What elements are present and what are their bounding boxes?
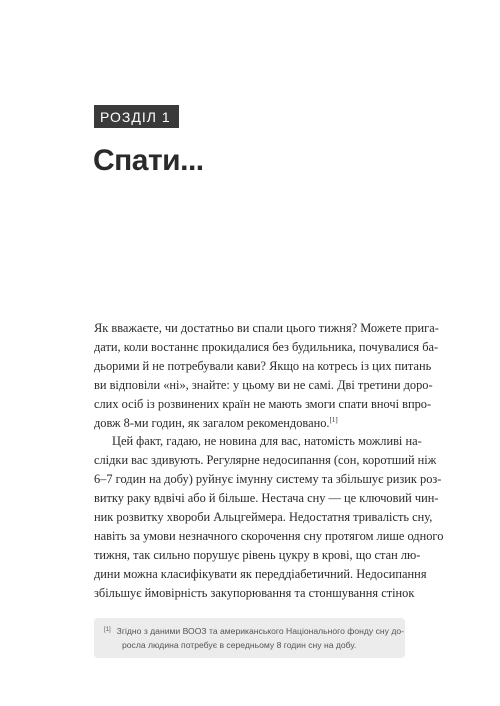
text-line-content: довж 8-ми годин, як загалом рекомендовано. [94, 415, 330, 430]
text-line: ник розвитку хвороби Альцгеймера. Недостатня тривалість сну, [94, 510, 433, 525]
footnote-marker: [1] [104, 627, 111, 633]
text-line: Як вважаєте, чи достатньо ви спали цього тижня? Можете пригa- [94, 321, 439, 335]
text-line: витку раку вдвічі або й більше. Нестача сну — це ключовий чин- [94, 491, 439, 506]
paragraph-1 [94, 319, 439, 432]
text-line: слих осіб із розвинених країн не мають змоги спати вночі впро- [94, 396, 432, 411]
text-line: тижня, так сильно порушує рівень цукру в крові, що стан лю- [94, 547, 421, 562]
paragraph-2 [94, 432, 444, 602]
text-line: дини можна класифікувати як переддіабетичний. Недосипання [94, 566, 427, 581]
chapter-title: Спати... [93, 144, 204, 177]
chapter-label: РОЗДІЛ 1 [94, 105, 179, 128]
text-line: дьорими й не потребували кави? Якщо на котресь із цих питань [94, 358, 432, 373]
text-line: дати, коли востаннє прокидалися без будильника, почувалися ба- [94, 339, 439, 354]
text-line: слідки вас здивують. Регулярне недосипання (сон, коротший ніж [94, 453, 437, 468]
text-line: навіть за умови незначного скорочення сну протягом лише одного [94, 528, 444, 543]
text-line-last [94, 414, 405, 433]
text-line: Цей факт, гадаю, не новина для вас, натомість можливі на- [112, 434, 422, 449]
footnote-reference[interactable]: [1] [329, 415, 338, 424]
text-line: збільшує ймовірність закупорювання та стоншування стінок [94, 585, 415, 600]
footnote-line-1 [104, 623, 404, 638]
footnote-line-2: росла людина потребує в середньому 8 годин сну на добу. [122, 640, 357, 650]
footnote-text: Згідно з даними ВООЗ та американського Національного фонду сну до- [116, 626, 404, 636]
footnote-box [94, 618, 405, 658]
text-line: 6–7 годин на добу) руйнує імунну систему та збільшує ризик роз- [94, 472, 442, 487]
text-line: ви відповіли «ні», знайте: у цьому ви не самі. Дві третини доро- [94, 377, 433, 392]
body-text [94, 319, 444, 603]
